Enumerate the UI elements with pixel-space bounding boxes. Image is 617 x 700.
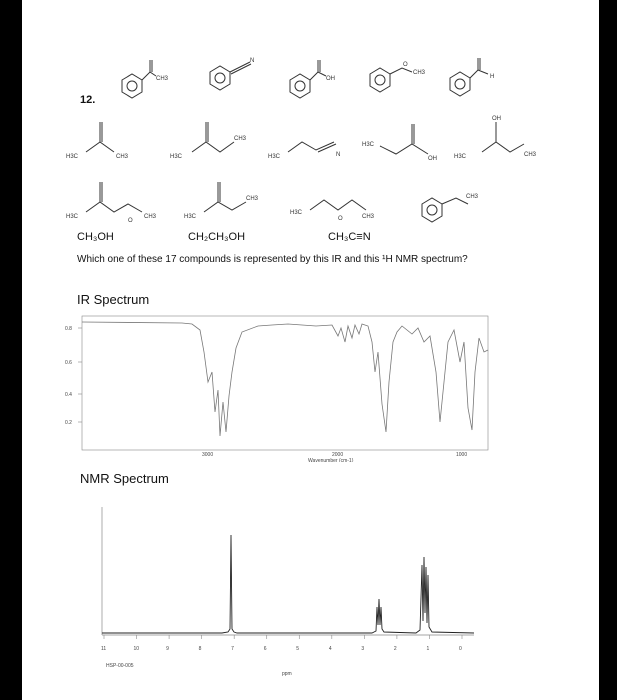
svg-text:H3C: H3C (290, 210, 303, 216)
svg-text:CH3: CH3 (362, 214, 375, 220)
nmr-xtick: 6 (263, 646, 267, 652)
formula-methanol: CH₃OH (77, 231, 114, 243)
svg-text:H3C: H3C (66, 214, 79, 220)
nmr-xtick: 0 (459, 646, 462, 652)
svg-text:OH: OH (492, 116, 501, 122)
question-number: 12. (80, 94, 96, 106)
ir-ytick: 0.4 (65, 392, 72, 398)
structures-row-3 (62, 170, 562, 226)
svg-text:O: O (338, 216, 343, 222)
structures-row-1 (100, 42, 520, 112)
svg-text:H: H (490, 74, 495, 80)
ir-trace (82, 322, 488, 436)
question-text: Which one of these 17 compounds is represented by this IR and this ¹H NMR spectrum? (77, 254, 468, 265)
nmr-xtick: 2 (393, 646, 397, 652)
svg-text:CH3: CH3 (524, 152, 537, 158)
nmr-xtick: 11 (101, 646, 107, 652)
svg-text:H3C: H3C (184, 214, 197, 220)
svg-text:H3C: H3C (362, 142, 375, 148)
nmr-xtick: 8 (198, 646, 202, 652)
svg-text:N: N (250, 58, 255, 64)
svg-text:CH3: CH3 (144, 214, 157, 220)
nmr-xlabel: ppm (282, 671, 292, 677)
nmr-xtick: 10 (133, 646, 140, 652)
nmr-xtick: 9 (166, 646, 169, 652)
nmr-xtick: 3 (361, 646, 365, 652)
nmr-spectrum (82, 495, 482, 680)
structures-row-2 (62, 112, 562, 170)
svg-text:CH3: CH3 (116, 154, 129, 160)
worksheet-page (22, 0, 599, 700)
svg-text:H3C: H3C (170, 154, 183, 160)
formula-acetonitrile: CH₃C≡N (328, 231, 371, 243)
ir-ytick: 0.2 (65, 420, 72, 426)
ir-xlabel: Wavenumber (cm-1) (308, 458, 354, 462)
ir-spectrum (62, 312, 502, 462)
svg-text:CH3: CH3 (413, 70, 426, 76)
nmr-source-label: HSP-00-005 (106, 663, 134, 669)
formula-ethanol: CH₂CH₃OH (188, 231, 246, 243)
ir-ytick: 0.6 (65, 360, 72, 366)
nmr-xtick: 4 (328, 646, 332, 652)
nmr-title: NMR Spectrum (80, 471, 169, 486)
nmr-trace (102, 535, 474, 633)
ir-xtick: 1000 (456, 452, 468, 458)
svg-text:CH3: CH3 (246, 196, 259, 202)
ir-ytick: 0.8 (65, 326, 72, 332)
ir-xtick: 3000 (202, 452, 214, 458)
nmr-xtick: 1 (426, 646, 430, 652)
svg-text:N: N (336, 152, 341, 158)
svg-text:CH3: CH3 (156, 76, 169, 82)
svg-text:O: O (403, 62, 408, 68)
svg-text:OH: OH (428, 156, 437, 162)
nmr-xtick: 5 (296, 646, 300, 652)
ir-title: IR Spectrum (77, 292, 150, 307)
svg-text:CH3: CH3 (234, 136, 247, 142)
svg-text:O: O (128, 218, 133, 224)
svg-text:H3C: H3C (454, 154, 467, 160)
svg-text:OH: OH (326, 76, 335, 82)
svg-text:H3C: H3C (66, 154, 79, 160)
svg-text:H3C: H3C (268, 154, 281, 160)
svg-text:CH3: CH3 (466, 194, 479, 200)
ir-xtick: 2000 (332, 452, 344, 458)
nmr-xtick: 7 (231, 646, 234, 652)
